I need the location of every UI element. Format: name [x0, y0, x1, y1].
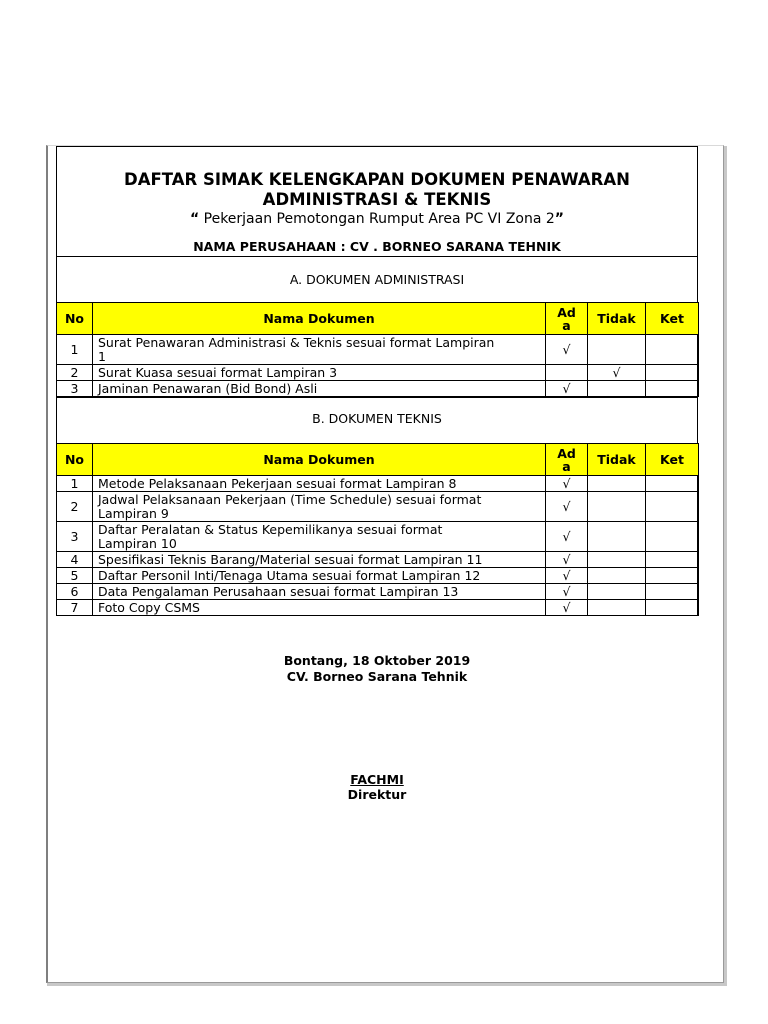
page-shadow-bottom	[47, 983, 727, 986]
ket-cell	[646, 600, 699, 616]
row-number: 3	[57, 381, 93, 397]
section-b-table	[56, 443, 699, 616]
document-name: Surat Kuasa sesuai format Lampiran 3	[93, 365, 546, 381]
table-row	[57, 381, 699, 397]
ket-cell	[646, 584, 699, 600]
ket-cell	[646, 476, 699, 492]
document-name: Daftar Peralatan & Status Kepemilikanya sesuai format Lampiran 10	[93, 522, 546, 552]
check-tidak	[588, 522, 646, 552]
checklist-frame	[56, 146, 698, 616]
signature-company: CV. Borneo Sarana Tehnik	[286, 669, 468, 684]
table-row	[57, 492, 699, 522]
check-tidak	[588, 381, 646, 397]
col-header-nama: Nama Dokumen	[93, 444, 546, 476]
row-number: 1	[57, 335, 93, 365]
title-box	[57, 147, 697, 257]
signatory-name: FACHMI	[350, 772, 404, 787]
check-ada: √	[546, 584, 588, 600]
check-ada: √	[546, 552, 588, 568]
table-row	[57, 568, 699, 584]
company-name-label: NAMA PERUSAHAAN : CV . BORNEO SARANA TEHNIK	[193, 239, 561, 254]
document-name: Jadwal Pelaksanaan Pekerjaan (Time Schedule) sesuai format Lampiran 9	[93, 492, 546, 522]
document-name: Jaminan Penawaran (Bid Bond) Asli	[93, 381, 546, 397]
document-name: Daftar Personil Inti/Tenaga Utama sesuai format Lampiran 12	[93, 568, 546, 584]
col-header-nama: Nama Dokumen	[93, 303, 546, 335]
check-tidak	[588, 584, 646, 600]
signatory-position: Direktur	[347, 787, 407, 802]
document-name: Surat Penawaran Administrasi & Teknis sesuai format Lampiran 1	[93, 335, 546, 365]
row-number: 2	[57, 492, 93, 522]
row-number: 3	[57, 522, 93, 552]
check-tidak	[588, 552, 646, 568]
table-row	[57, 476, 699, 492]
col-header-ket: Ket	[646, 303, 699, 335]
row-number: 6	[57, 584, 93, 600]
col-header-no: No	[57, 303, 93, 335]
check-ada: √	[546, 476, 588, 492]
ket-cell	[646, 552, 699, 568]
ket-cell	[646, 335, 699, 365]
row-number: 5	[57, 568, 93, 584]
table-row	[57, 584, 699, 600]
check-tidak	[588, 476, 646, 492]
project-subtitle	[57, 210, 697, 228]
row-number: 2	[57, 365, 93, 381]
section-a-header-row	[57, 303, 699, 335]
col-header-tidak: Tidak	[588, 303, 646, 335]
check-ada: √	[546, 335, 588, 365]
col-header-ada: Ad a	[546, 444, 588, 476]
check-ada: √	[546, 522, 588, 552]
ket-cell	[646, 568, 699, 584]
quote-close: ”	[554, 211, 564, 227]
check-ada	[546, 365, 588, 381]
table-row	[57, 335, 699, 365]
document-title-line2: ADMINISTRASI & TEKNIS	[262, 190, 492, 209]
check-ada: √	[546, 600, 588, 616]
section-a-title: A. DOKUMEN ADMINISTRASI	[289, 272, 465, 287]
document-name: Data Pengalaman Perusahaan sesuai format Lampiran 13	[93, 584, 546, 600]
col-header-ket: Ket	[646, 444, 699, 476]
row-number: 7	[57, 600, 93, 616]
check-tidak: √	[588, 365, 646, 381]
table-row	[57, 552, 699, 568]
document-name: Metode Pelaksanaan Pekerjaan sesuai format Lampiran 8	[93, 476, 546, 492]
section-b-header-row	[57, 444, 699, 476]
ket-cell	[646, 381, 699, 397]
row-number: 1	[57, 476, 93, 492]
check-ada: √	[546, 492, 588, 522]
check-tidak	[588, 600, 646, 616]
document-title-line1: DAFTAR SIMAK KELENGKAPAN DOKUMEN PENAWARAN	[124, 170, 630, 189]
col-header-no: No	[57, 444, 93, 476]
section-a-table	[56, 302, 699, 397]
document-name: Spesifikasi Teknis Barang/Material sesuai format Lampiran 11	[93, 552, 546, 568]
subtitle-text: Pekerjaan Pemotongan Rumput Area PC VI Zona 2	[199, 211, 555, 227]
table-row	[57, 600, 699, 616]
ket-cell	[646, 492, 699, 522]
col-header-tidak: Tidak	[588, 444, 646, 476]
check-tidak	[588, 335, 646, 365]
row-number: 4	[57, 552, 93, 568]
check-ada: √	[546, 568, 588, 584]
section-b-title: B. DOKUMEN TEKNIS	[57, 397, 697, 443]
quote-open: “	[189, 211, 200, 227]
check-tidak	[588, 492, 646, 522]
col-header-ada: Ad a	[546, 303, 588, 335]
page-shadow-right	[724, 146, 727, 984]
ket-cell	[646, 522, 699, 552]
table-row	[57, 365, 699, 381]
ket-cell	[646, 365, 699, 381]
signature-place-date: Bontang, 18 Oktober 2019	[283, 653, 471, 668]
table-row	[57, 522, 699, 552]
check-tidak	[588, 568, 646, 584]
check-ada: √	[546, 381, 588, 397]
document-name: Foto Copy CSMS	[93, 600, 546, 616]
